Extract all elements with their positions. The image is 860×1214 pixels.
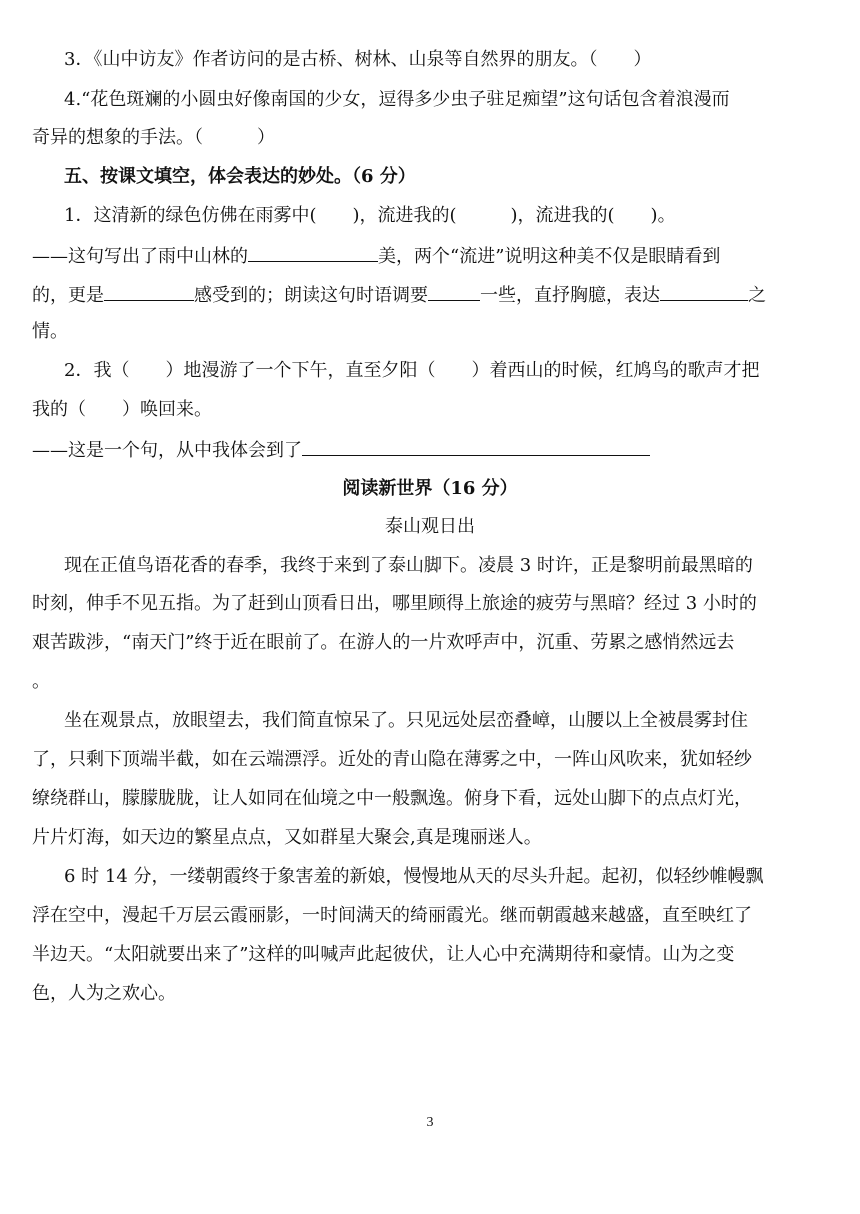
passage-title: 泰山观日出 xyxy=(385,516,475,537)
fill-blank[interactable] xyxy=(248,243,378,262)
fill-blank[interactable] xyxy=(104,282,194,301)
fill-blank[interactable] xyxy=(660,282,748,301)
section-5-heading: 五、按课文填空，体会表达的妙处。（6 分） xyxy=(64,166,416,187)
passage-p1-line-1: 现在正值鸟语花香的春季，我终于来到了泰山脚下。凌晨 3 时许，正是黎明前最黑暗的 xyxy=(64,555,753,576)
passage-p1-line-4: 。 xyxy=(32,671,50,692)
question-4-line-2: 奇异的想象的手法。（ ） xyxy=(32,127,275,148)
fill-blank[interactable] xyxy=(302,437,650,456)
question-4-line-1: 4.“花色斑斓的小圆虫好像南国的少女，逗得多少虫子驻足痴望”这句话包含着浪漫而 xyxy=(64,89,730,110)
passage-p3-line-4: 色，人为之欢心。 xyxy=(32,983,176,1004)
passage-p2-line-4: 片片灯海，如天边的繁星点点，又如群星大聚会,真是瑰丽迷人。 xyxy=(32,827,542,848)
section-5-item-1-note-line-2: 的，更是 感受到的；朗读这句时语调要 一些，直抒胸臆，表达 之 xyxy=(32,282,832,308)
passage-p3-line-3: 半边天。“太阳就要出来了”这样的叫喊声此起彼伏，让人心中充满期待和豪情。山为之变 xyxy=(32,944,735,965)
question-3: 3．《山中访友》作者访问的是古桥、树林、山泉等自然界的朋友。（ ） xyxy=(64,49,652,70)
section-5-item-2-line-1: 2．我（ ）地漫游了一个下午，直至夕阳（ ）着西山的时候，红鸠鸟的歌声才把 xyxy=(64,360,760,381)
section-5-item-2-note: ——这是一个句，从中我体会到了 xyxy=(32,437,832,463)
section-5-item-1-note-line-1: ——这句写出了雨中山林的 美，两个“流进”说明这种美不仅是眼睛看到 xyxy=(32,243,832,269)
passage-p2-line-1: 坐在观景点，放眼望去，我们简直惊呆了。只见远处层峦叠嶂，山腰以上全被晨雾封住 xyxy=(64,710,748,731)
reading-heading: 阅读新世界（16 分） xyxy=(342,478,518,499)
section-5-item-1-note-line-3: 情。 xyxy=(32,321,68,342)
passage-p1-line-3: 艰苦跋涉，“南天门”终于近在眼前了。在游人的一片欢呼声中，沉重、劳累之感悄然远去 xyxy=(32,632,735,653)
passage-p2-line-2: 了，只剩下顶端半截，如在云端漂浮。近处的青山隐在薄雾之中，一阵山风吹来，犹如轻纱 xyxy=(32,749,752,770)
page-number: 3 xyxy=(426,1115,434,1130)
passage-p1-line-2: 时刻，伸手不见五指。为了赶到山顶看日出，哪里顾得上旅途的疲劳与黑暗？经过 3 小时的 xyxy=(32,593,757,614)
section-5-item-2-line-2: 我的（ ）唤回来。 xyxy=(32,399,212,420)
section-5-item-1: 1．这清新的绿色仿佛在雨雾中( )，流进我的( )，流进我的( )。 xyxy=(64,205,676,226)
passage-p3-line-2: 浮在空中，漫起千万层云霞丽影，一时间满天的绮丽霞光。继而朝霞越来越盛，直至映红了 xyxy=(32,905,752,926)
fill-blank[interactable] xyxy=(428,282,480,301)
passage-p2-line-3: 缭绕群山，朦朦胧胧，让人如同在仙境之中一般飘逸。俯身下看，远处山脚下的点点灯光， xyxy=(32,788,752,809)
passage-p3-line-1: 6 时 14 分，一缕朝霞终于象害羞的新娘，慢慢地从天的尽头升起。起初，似轻纱帷幔飘 xyxy=(64,866,764,887)
